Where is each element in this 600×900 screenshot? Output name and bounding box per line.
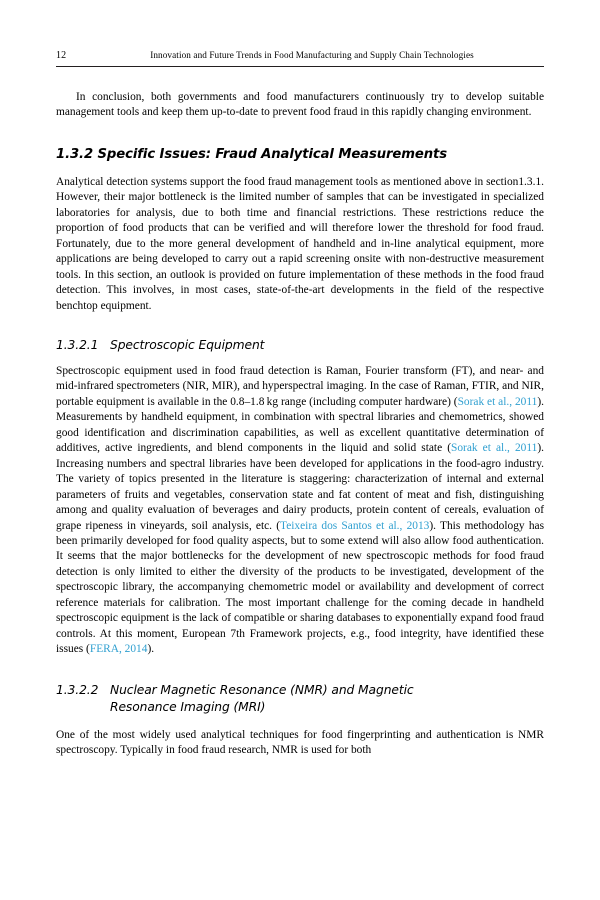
spectroscopic-text-part4: ). This methodology has been primarily developed for food quality aspects, but to some extend will also allow food authentication. It seems that the major bottlenecks for the development of new spectroscopic methods for food fraud detection is only limited to either the diversity of the products to be investigated, development of the spectroscopic library, the accompanying chemometric model or availability and development of correct reference materials for calibration. The most important challenge for the coming decade in handheld spectroscopic equipment is the lack of compatible or sharing databases to exponentially expand food fraud controls. At this moment, European 7th Framework projects, e.g., food integrity, have identified these issues (: [56, 519, 544, 656]
running-head-title: Innovation and Future Trends in Food Manufacturing and Supply Chain Technologies: [150, 50, 474, 60]
page-content: [56, 50, 544, 759]
spectroscopic-text-part3: ). Increasing numbers and spectral libraries have been developed for applications in the food-agro industry. The variety of topics presented in the literature is staggering: characterization of internal and external parameters of fruits and vegetables, conservation state and fat content of meat and fish, distinguishing among and quality evaluation of beverages and dairy products, protein content of cereals, evaluation of grape ripeness in vineyards, soil analysis, etc. (: [56, 442, 544, 532]
heading-title-1-3-2-2-line2: Resonance Imaging (MRI): [110, 699, 266, 714]
citation-fera-2014[interactable]: FERA, 2014: [89, 643, 148, 656]
spectroscopic-text-part1: Spectroscopic equipment used in food fraud detection is Raman, Fourier transform (FT), and near- and mid-infrared spectrometers (NIR, MIR), and hyperspectral imaging. In the case of Raman, FTIR, and NIR, portable equipment is available in the 0.8–1.8 kg range (including computer hardware) (: [56, 364, 544, 408]
heading-1-3-2-1: [56, 338, 544, 352]
paragraph-intro: In conclusion, both governments and food manufacturers continuously try to develop suitable management tools and keep them up-to-date to prevent food fraud in this rapidly changing environment.: [56, 91, 544, 119]
heading-title-1-3-2-1: Spectroscopic Equipment: [110, 337, 265, 352]
paragraph-nmr: One of the most widely used analytical techniques for food fingerprinting and authentication is NMR spectroscopy. Typically in food fraud research, NMR is used for both: [56, 729, 544, 757]
paragraph-1-3-2-body: Analytical detection systems support the food fraud management tools as mentioned above in section1.3.1. However, their major bottleneck is the limited number of samples that can be investigated in specialized laboratories for analysis, due to both time and financial restrictions. These restrictions reduce the proportion of food products that can be verified and will therefore lower the threshold for food fraud. Fortunately, due to the more general development of handheld and in-line analytical equipment, more applications are being developed to carry out a rapid screening onsite with non-destructive measurement tools. In this section, an outlook is provided on future implementation of these methods in the food fraud detection. This involves, in most cases, state-of-the-art developments in the field of the respective benchtop equipment.: [56, 175, 544, 312]
paragraph-spectroscopic: [56, 364, 544, 658]
spectroscopic-text-part5: ).: [147, 643, 155, 656]
citation-teixeira-2013[interactable]: Teixeira dos Santos et al., 2013: [280, 519, 430, 532]
spectroscopic-text-part2: ). Measurements by handheld equipment, in combination with spectral libraries and chemometrics, showed good identification and discrimination capabilities, as well as excellent quantitative determination of additives, active ingredients, and blend components in the liquid and solid state (: [56, 395, 544, 455]
heading-title-1-3-2-2: [110, 682, 530, 716]
heading-number-1-3-2-2: 1.3.2.2: [56, 682, 99, 697]
header-rule: [56, 66, 544, 67]
heading-title-1-3-2-2-line1: Nuclear Magnetic Resonance (NMR) and Magnetic: [110, 682, 414, 697]
heading-number-1-3-2-1: 1.3.2.1: [56, 337, 99, 352]
heading-1-3-2-2: [56, 682, 544, 716]
heading-1-3-2: 1.3.2 Specific Issues: Fraud Analytical Measurements: [56, 146, 447, 162]
citation-sorak-2011-a[interactable]: Sorak et al., 2011: [457, 395, 538, 408]
citation-sorak-2011-b[interactable]: Sorak et al., 2011: [451, 442, 538, 455]
running-head: [56, 50, 544, 61]
page-number: 12: [56, 50, 67, 61]
